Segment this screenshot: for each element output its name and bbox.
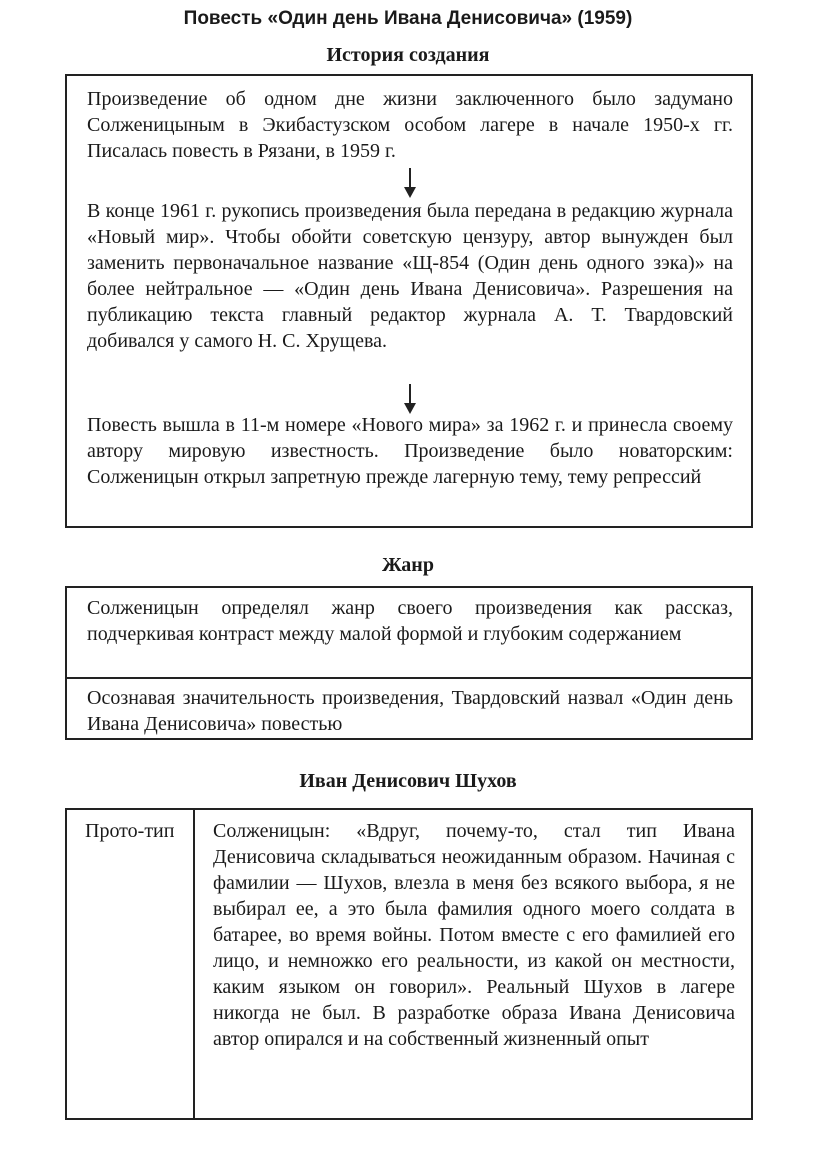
hero-section-title: Иван Денисович Шухов	[299, 770, 517, 792]
genre-row-divider	[67, 677, 751, 679]
down-arrow-icon	[401, 384, 419, 414]
page-title: Повесть «Один день Ивана Денисовича» (1959)	[183, 8, 633, 29]
genre-table	[65, 586, 753, 740]
history-paragraph-1: Произведение об одном дне жизни заключенного было задумано Солженицыным в Экибастузском особом лагере в начале 1950-х гг. Писалась повесть в Рязани, в 1959 г.	[87, 88, 733, 162]
history-paragraph-3: Повесть вышла в 11-м номере «Нового мира» за 1962 г. и принесла своему автору мировую известность. Произведение было новаторским: Солженицын открыл запретную прежде лагерную тему, тему репрессий	[87, 414, 733, 488]
genre-row-1: Солженицын определял жанр своего произведения как рассказ, подчеркивая контраст между малой формой и глубоким содержанием	[87, 597, 733, 645]
genre-row-2: Осознавая значительность произведения, Твардовский назвал «Один день Ивана Денисовича» повестью	[87, 687, 733, 735]
history-box	[65, 74, 753, 528]
prototype-text: Солженицын: «Вдруг, почему-то, стал тип Ивана Денисовича складываться неожиданным образом. Начиная с фамилии — Шухов, влезла в меня без всякого выбора, я не выбирал ее, а это была фамилия одного моего солдата в батарее, во время войны. Потом вместе с его фамилией его лицо, и немножко его реальности, из какой он местности, каким языком он говорил». Реальный Шухов в лагере никогда не был. В разработке образа Ивана Денисовича автор опирался и на собственный жизненный опыт	[213, 820, 735, 1050]
down-arrow-icon	[401, 168, 419, 198]
prototype-label: Прото-тип	[85, 820, 175, 842]
genre-section-title: Жанр	[382, 554, 434, 576]
hero-table	[65, 808, 753, 1120]
history-paragraph-2: В конце 1961 г. рукопись произведения была передана в редакцию журнала «Новый мир». Чтобы обойти советскую цензуру, автор вынужден был заменить первоначальное название «Щ-854 (Один день одного зэка)» на более нейтральное — «Один день Ивана Денисовича». Разрешения на публикацию текста главный редактор журнала А. Т. Твардовский добивался у самого Н. С. Хрущева.	[87, 200, 733, 352]
column-divider	[193, 810, 195, 1118]
history-section-title: История создания	[326, 44, 490, 66]
